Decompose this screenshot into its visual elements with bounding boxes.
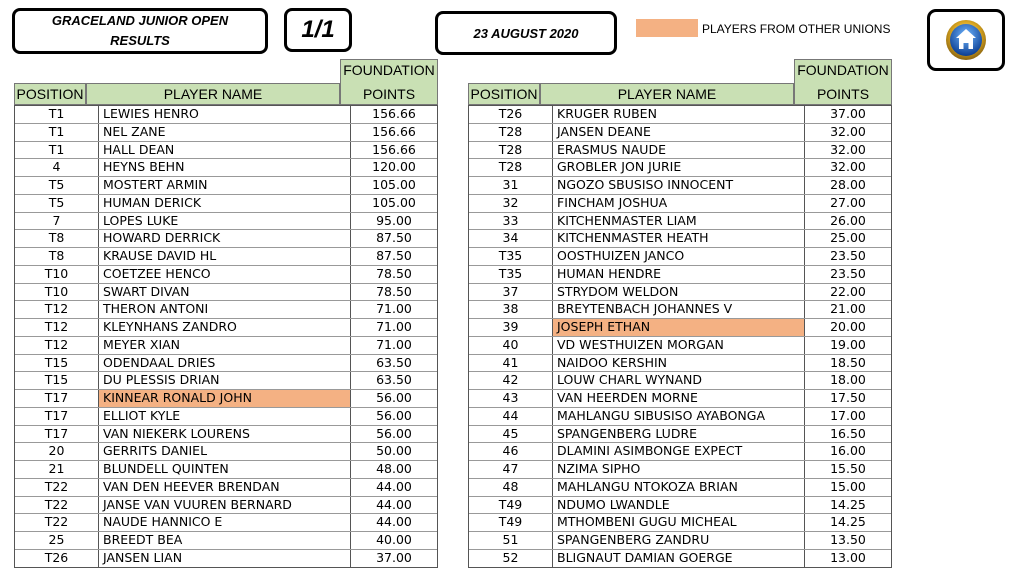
table-row <box>15 212 437 230</box>
header-position <box>14 83 86 105</box>
position-cell: 4 <box>15 159 99 176</box>
position-cell: 37 <box>469 284 553 301</box>
player-name-cell: NAUDE HANNICO E <box>99 514 351 531</box>
player-name-cell: SWART DIVAN <box>99 284 351 301</box>
table-row <box>15 176 437 194</box>
player-name-cell: HEYNS BEHN <box>99 159 351 176</box>
table-row <box>469 141 891 159</box>
points-cell: 120.00 <box>372 159 416 175</box>
table-row <box>469 407 891 425</box>
player-name-cell: JANSEN DEANE <box>553 124 805 141</box>
player-name-cell: LOPES LUKE <box>99 213 351 230</box>
position-cell: T8 <box>15 230 99 247</box>
header-points <box>794 59 892 105</box>
position-cell: T1 <box>15 106 99 123</box>
points-cell: 50.00 <box>376 443 412 459</box>
points-cell: 71.00 <box>376 336 412 352</box>
points-cell: 105.00 <box>372 194 416 210</box>
player-name-cell: COETZEE HENCO <box>99 266 351 283</box>
position-cell: T17 <box>15 408 99 425</box>
home-icon <box>945 19 987 61</box>
table-row <box>469 247 891 265</box>
points-cell: 156.66 <box>372 141 416 157</box>
points-cell: 44.00 <box>376 496 412 512</box>
table-row <box>469 105 891 123</box>
player-name-cell: BREEDT BEA <box>99 532 351 549</box>
table-row <box>15 336 437 354</box>
table-row <box>15 496 437 514</box>
table-row <box>469 212 891 230</box>
table-row <box>469 496 891 514</box>
points-cell: 14.25 <box>830 496 866 512</box>
position-cell: T1 <box>15 124 99 141</box>
table-row <box>469 300 891 318</box>
points-cell: 156.66 <box>372 106 416 121</box>
table-row <box>15 158 437 176</box>
table-row <box>15 460 437 478</box>
points-cell: 71.00 <box>376 319 412 334</box>
position-cell: T26 <box>469 106 553 123</box>
table-row <box>469 425 891 443</box>
position-cell: 38 <box>469 301 553 318</box>
table-row <box>15 300 437 318</box>
table-row <box>469 336 891 354</box>
position-cell: T22 <box>15 497 99 514</box>
points-cell: 15.00 <box>830 478 866 494</box>
table-row <box>15 478 437 496</box>
player-name-cell: KLEYNHANS ZANDRO <box>99 319 351 336</box>
points-cell: 37.00 <box>376 549 412 565</box>
position-cell: T12 <box>15 319 99 336</box>
points-cell: 87.50 <box>376 230 412 246</box>
player-name-cell: MTHOMBENI GUGU MICHEAL <box>553 514 805 531</box>
table-row <box>15 425 437 443</box>
position-cell: T28 <box>469 142 553 159</box>
position-cell: T12 <box>15 337 99 354</box>
table-row <box>469 194 891 212</box>
table-row <box>15 283 437 301</box>
points-cell: 17.00 <box>830 407 866 423</box>
player-name-cell: KRAUSE DAVID HL <box>99 248 351 265</box>
points-cell: 48.00 <box>376 461 412 476</box>
points-cell: 63.50 <box>376 354 412 370</box>
table-row <box>15 531 437 549</box>
table-row <box>469 123 891 141</box>
table-row <box>469 371 891 389</box>
points-cell: 14.25 <box>830 514 866 530</box>
header-position-label: POSITION <box>16 86 84 102</box>
player-name-cell: VD WESTHUIZEN MORGAN <box>553 337 805 354</box>
player-name-cell: KRUGER RUBEN <box>553 106 805 123</box>
player-name-cell: NEL ZANE <box>99 124 351 141</box>
table-row <box>469 478 891 496</box>
table-row <box>15 105 437 123</box>
points-cell: 78.50 <box>376 265 412 281</box>
results-rows-right <box>468 105 892 568</box>
points-cell: 56.00 <box>376 407 412 423</box>
player-name-cell: ELLIOT KYLE <box>99 408 351 425</box>
position-cell: T8 <box>15 248 99 265</box>
header-points-line2: POINTS <box>816 86 870 102</box>
position-cell: 20 <box>15 443 99 460</box>
table-row <box>469 158 891 176</box>
player-name-cell: HOWARD DERRICK <box>99 230 351 247</box>
player-name-cell: VAN HEERDEN MORNE <box>553 390 805 407</box>
player-name-cell: ERASMUS NAUDE <box>553 142 805 159</box>
position-cell: T5 <box>15 177 99 194</box>
position-cell: T22 <box>15 479 99 496</box>
points-cell: 20.00 <box>830 319 866 334</box>
points-cell: 105.00 <box>372 177 416 192</box>
points-cell: 71.00 <box>376 301 412 317</box>
position-cell: 33 <box>469 213 553 230</box>
player-name-cell: VAN NIEKERK LOURENS <box>99 426 351 443</box>
position-cell: T5 <box>15 195 99 212</box>
points-cell: 19.00 <box>830 336 866 352</box>
table-row <box>469 460 891 478</box>
points-cell: 63.50 <box>376 372 412 388</box>
page-number: 1/1 <box>301 16 335 43</box>
position-cell: 41 <box>469 355 553 372</box>
position-cell: T10 <box>15 266 99 283</box>
player-name-cell: OOSTHUIZEN JANCO <box>553 248 805 265</box>
points-cell: 13.50 <box>830 532 866 547</box>
player-name-cell: BLUNDELL QUINTEN <box>99 461 351 478</box>
points-cell: 87.50 <box>376 248 412 263</box>
table-row <box>15 123 437 141</box>
title-text: GRACELAND JUNIOR OPEN RESULTS <box>51 13 229 48</box>
header-position-label: POSITION <box>470 86 538 102</box>
points-cell: 28.00 <box>830 177 866 192</box>
position-cell: T26 <box>15 550 99 567</box>
points-cell: 25.00 <box>830 230 866 246</box>
table-row <box>15 265 437 283</box>
points-cell: 18.50 <box>830 354 866 370</box>
position-cell: 46 <box>469 443 553 460</box>
points-cell: 26.00 <box>830 212 866 228</box>
table-row <box>15 354 437 372</box>
table-row <box>469 176 891 194</box>
table-row <box>469 229 891 247</box>
position-cell: 51 <box>469 532 553 549</box>
position-cell: T15 <box>15 372 99 389</box>
player-name-cell: KINNEAR RONALD JOHN <box>99 390 351 407</box>
position-cell: T17 <box>15 426 99 443</box>
points-cell: 56.00 <box>376 425 412 441</box>
player-name-cell: SPANGENBERG LUDRE <box>553 426 805 443</box>
header-points-line2: POINTS <box>362 86 416 102</box>
position-cell: T49 <box>469 514 553 531</box>
player-name-cell: NZIMA SIPHO <box>553 461 805 478</box>
header-position <box>468 83 540 105</box>
table-row <box>15 371 437 389</box>
position-cell: T35 <box>469 248 553 265</box>
player-name-cell: KITCHENMASTER LIAM <box>553 213 805 230</box>
position-cell: 42 <box>469 372 553 389</box>
table-row <box>15 549 437 567</box>
player-name-cell: MEYER XIAN <box>99 337 351 354</box>
player-name-cell: NAIDOO KERSHIN <box>553 355 805 372</box>
header-player-name-label: PLAYER NAME <box>163 86 263 102</box>
header-player-name <box>540 83 794 105</box>
header-player-name-label: PLAYER NAME <box>617 86 717 102</box>
player-name-cell: MAHLANGU SIBUSISO AYABONGA <box>553 408 805 425</box>
player-name-cell: STRYDOM WELDON <box>553 284 805 301</box>
player-name-cell: LOUW CHARL WYNAND <box>553 372 805 389</box>
table-row <box>469 354 891 372</box>
position-cell: T22 <box>15 514 99 531</box>
player-name-cell: VAN DEN HEEVER BRENDAN <box>99 479 351 496</box>
position-cell: T35 <box>469 266 553 283</box>
points-cell: 32.00 <box>830 159 866 175</box>
points-cell: 27.00 <box>830 194 866 210</box>
points-cell: 32.00 <box>830 123 866 139</box>
player-name-cell: JANSE VAN VUUREN BERNARD <box>99 497 351 514</box>
position-cell: T28 <box>469 124 553 141</box>
table-row <box>15 229 437 247</box>
position-cell: T49 <box>469 497 553 514</box>
table-row <box>15 389 437 407</box>
position-cell: T28 <box>469 159 553 176</box>
player-name-cell: GERRITS DANIEL <box>99 443 351 460</box>
player-name-cell: HUMAN DERICK <box>99 195 351 212</box>
page-indicator <box>284 8 352 52</box>
table-row <box>469 513 891 531</box>
points-cell: 23.50 <box>830 248 866 263</box>
points-cell: 18.00 <box>830 372 866 388</box>
position-cell: 25 <box>15 532 99 549</box>
table-row <box>469 283 891 301</box>
header-points-line1: FOUNDATION <box>343 62 435 78</box>
position-cell: 45 <box>469 426 553 443</box>
player-name-cell: THERON ANTONI <box>99 301 351 318</box>
player-name-cell: BLIGNAUT DAMIAN GOERGE <box>553 550 805 567</box>
position-cell: 7 <box>15 213 99 230</box>
points-cell: 40.00 <box>376 532 412 547</box>
position-cell: 43 <box>469 390 553 407</box>
points-cell: 17.50 <box>830 390 866 405</box>
player-name-cell: LEWIES HENRO <box>99 106 351 123</box>
points-cell: 78.50 <box>376 283 412 299</box>
table-row <box>15 407 437 425</box>
position-cell: 47 <box>469 461 553 478</box>
position-cell: 52 <box>469 550 553 567</box>
position-cell: 31 <box>469 177 553 194</box>
player-name-cell: MOSTERT ARMIN <box>99 177 351 194</box>
position-cell: 39 <box>469 319 553 336</box>
table-row <box>469 389 891 407</box>
player-name-cell: ODENDAAL DRIES <box>99 355 351 372</box>
position-cell: 48 <box>469 479 553 496</box>
date-text: 23 AUGUST 2020 <box>473 25 579 41</box>
player-name-cell: DLAMINI ASIMBONGE EXPECT <box>553 443 805 460</box>
position-cell: T12 <box>15 301 99 318</box>
table-row <box>15 141 437 159</box>
event-date <box>435 11 617 55</box>
points-cell: 156.66 <box>372 123 416 139</box>
points-cell: 15.50 <box>830 461 866 476</box>
table-row <box>469 442 891 460</box>
table-row <box>469 265 891 283</box>
points-cell: 23.50 <box>830 265 866 281</box>
points-cell: 95.00 <box>376 212 412 228</box>
player-name-cell: NGOZO SBUSISO INNOCENT <box>553 177 805 194</box>
position-cell: 32 <box>469 195 553 212</box>
results-rows-left <box>14 105 438 568</box>
table-row <box>15 513 437 531</box>
points-cell: 13.00 <box>830 549 866 565</box>
player-name-cell: JOSEPH ETHAN <box>553 319 805 336</box>
table-row <box>15 247 437 265</box>
player-name-cell: KITCHENMASTER HEATH <box>553 230 805 247</box>
table-row <box>15 194 437 212</box>
points-cell: 37.00 <box>830 106 866 121</box>
player-name-cell: FINCHAM JOSHUA <box>553 195 805 212</box>
position-cell: 21 <box>15 461 99 478</box>
points-cell: 21.00 <box>830 301 866 317</box>
header-player-name <box>86 83 340 105</box>
points-cell: 16.50 <box>830 425 866 441</box>
player-name-cell: GROBLER JON JURIE <box>553 159 805 176</box>
position-cell: 44 <box>469 408 553 425</box>
player-name-cell: HUMAN HENDRE <box>553 266 805 283</box>
player-name-cell: SPANGENBERG ZANDRU <box>553 532 805 549</box>
position-cell: T17 <box>15 390 99 407</box>
points-cell: 44.00 <box>376 478 412 494</box>
player-name-cell: DU PLESSIS DRIAN <box>99 372 351 389</box>
points-cell: 56.00 <box>376 390 412 405</box>
player-name-cell: NDUMO LWANDLE <box>553 497 805 514</box>
player-name-cell: MAHLANGU NTOKOZA BRIAN <box>553 479 805 496</box>
position-cell: T1 <box>15 142 99 159</box>
points-cell: 16.00 <box>830 443 866 459</box>
legend-swatch <box>636 19 698 37</box>
position-cell: T10 <box>15 284 99 301</box>
position-cell: T15 <box>15 355 99 372</box>
points-cell: 22.00 <box>830 283 866 299</box>
table-row <box>469 531 891 549</box>
table-row <box>469 318 891 336</box>
header-points-line1: FOUNDATION <box>797 62 889 78</box>
table-row <box>469 549 891 567</box>
position-cell: 34 <box>469 230 553 247</box>
position-cell: 40 <box>469 337 553 354</box>
player-name-cell: HALL DEAN <box>99 142 351 159</box>
header-points <box>340 59 438 105</box>
table-row <box>15 318 437 336</box>
home-button[interactable] <box>927 9 1005 71</box>
points-cell: 44.00 <box>376 514 412 530</box>
points-cell: 32.00 <box>830 141 866 157</box>
legend-label: PLAYERS FROM OTHER UNIONS <box>702 22 891 36</box>
player-name-cell: JANSEN LIAN <box>99 550 351 567</box>
table-row <box>15 442 437 460</box>
player-name-cell: BREYTENBACH JOHANNES V <box>553 301 805 318</box>
page-title <box>12 8 268 54</box>
